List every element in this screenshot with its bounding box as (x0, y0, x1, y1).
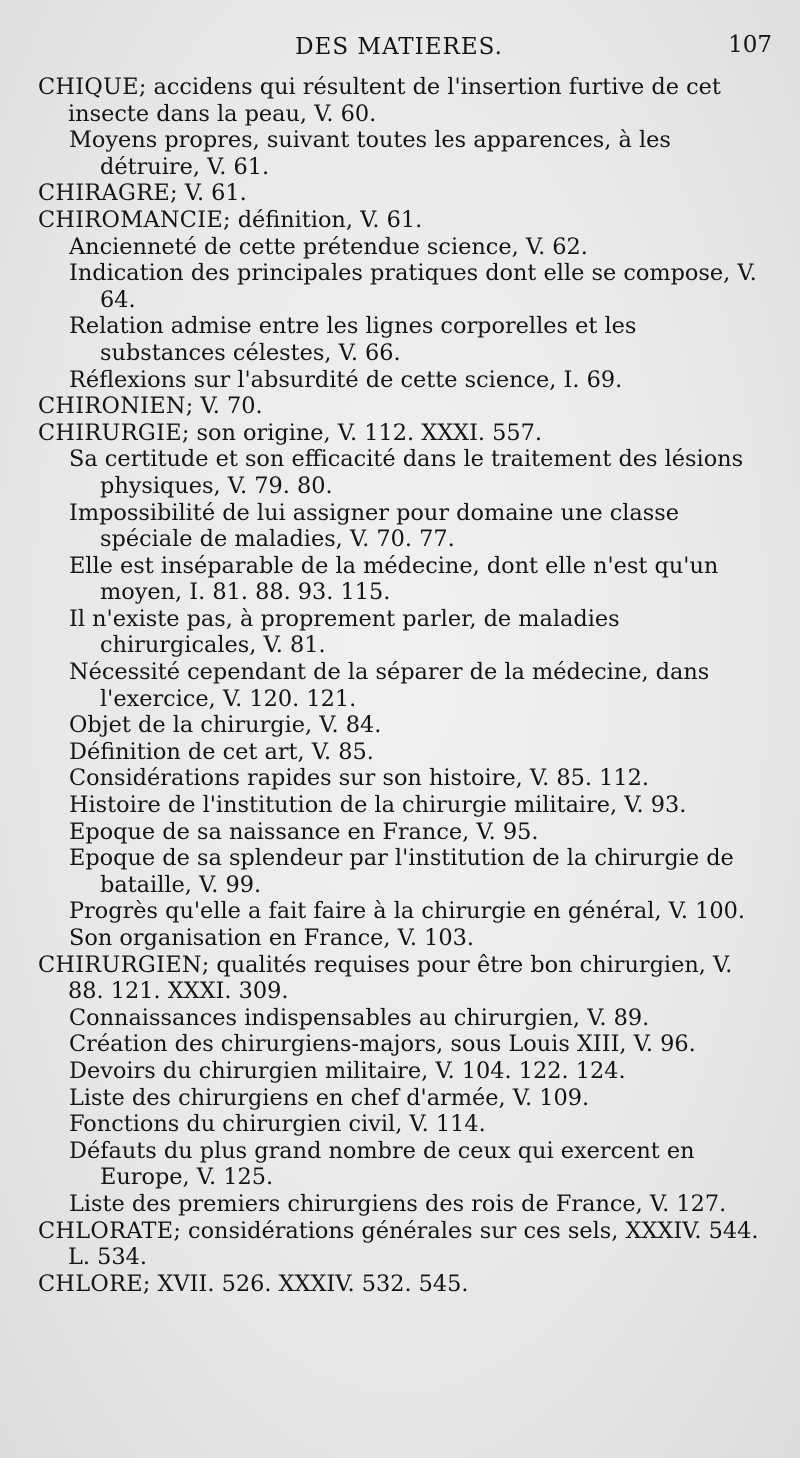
index-subentry: Progrès qu'elle a fait faire à la chirurgie en général, V. 100. (69, 898, 745, 925)
index-subentry: Epoque de sa naissance en France, V. 95. (69, 818, 539, 845)
index-entry (38, 207, 760, 234)
index-subentry: Nécessité cependant de la séparer de la médecine, dans l'exercice, V. 120. 121. (69, 659, 710, 712)
index-subentry: Réflexions sur l'absurdité de cette science, I. 69. (69, 366, 623, 393)
index-subentry: Il n'existe pas, à proprement parler, de maladies chirurgicales, V. 81. (69, 605, 620, 659)
index-subentry: Indication des principales pratiques dont elle se compose, V. 64. (69, 260, 757, 313)
entry-heading: CHIRONIEN (38, 393, 186, 420)
index-entries (38, 74, 760, 1297)
index-entry (38, 74, 760, 127)
entry-heading: CHLORE (38, 1270, 143, 1297)
index-subentry: Impossibilité de lui assigner pour domaine une classe spéciale de maladies, V. 70. 77. (69, 499, 679, 553)
index-subentry: Histoire de l'institution de la chirurgie militaire, V. 93. (69, 792, 687, 819)
entry-text: ; V. 70. (185, 393, 263, 420)
entry-text: ; considérations générales sur ces sels, XXXIV. 544. L. 534. (68, 1217, 759, 1271)
entry-text: ; son origine, V. 112. XXXI. 557. (181, 419, 543, 446)
index-entry (38, 1218, 760, 1271)
index-subentry: Liste des chirurgiens en chef d'armée, V. 109. (69, 1084, 590, 1111)
index-subentry: Epoque de sa splendeur par l'institution de la chirurgie de bataille, V. 99. (69, 845, 734, 898)
running-title: DES MATIERES. (295, 34, 503, 60)
index-subentry: Connaissances indispensables au chirurgien, V. 89. (69, 1004, 650, 1031)
index-subentry: Devoirs du chirurgien militaire, V. 104. 122. 124. (69, 1057, 626, 1084)
index-subentry: Objet de la chirurgie, V. 84. (69, 712, 382, 739)
index-subentry: Fonctions du chirurgien civil, V. 114. (69, 1111, 486, 1138)
running-head (38, 28, 772, 74)
entry-heading: CHIRURGIEN (38, 951, 202, 978)
index-subentry: Liste des premiers chirurgiens des rois de France, V. 127. (69, 1190, 727, 1217)
index-subentry: Défauts du plus grand nombre de ceux qui exercent en Europe, V. 125. (69, 1137, 695, 1191)
entry-text: ; accidens qui résultent de l'insertion furtive de cet insecte dans la peau, V. 60. (68, 74, 721, 127)
index-subentry: Elle est inséparable de la médecine, dont elle n'est qu'un moyen, I. 81. 88. 93. 115. (69, 552, 719, 606)
index-subentry: Moyens propres, suivant toutes les apparences, à les détruire, V. 61. (69, 127, 671, 180)
index-subentry: Considérations rapides sur son histoire, V. 85. 112. (69, 765, 649, 792)
entry-heading: CHIROMANCIE (38, 206, 224, 233)
entry-text: ; XVII. 526. XXXIV. 532. 545. (142, 1270, 469, 1297)
entry-text: ; V. 61. (170, 180, 247, 207)
index-entry (38, 1271, 760, 1298)
index-subentry: Son organisation en France, V. 103. (69, 925, 474, 951)
page-number: 107 (728, 32, 772, 58)
index-entry (38, 393, 760, 420)
index-subentry: Ancienneté de cette prétendue science, V. 62. (69, 233, 588, 260)
entry-heading: CHIQUE (38, 74, 139, 100)
entry-heading: CHLORATE (38, 1217, 174, 1244)
entry-heading: CHIRURGIE (38, 419, 182, 446)
index-entry (38, 952, 760, 1005)
index-entry (38, 420, 760, 447)
entry-text: ; qualités requises pour être bon chirurgien, V. 88. 121. XXXI. 309. (68, 951, 733, 1005)
index-subentry: Sa certitude et son efficacité dans le traitement des lésions physiques, V. 79. 80. (69, 446, 744, 499)
entry-heading: CHIRAGRE (38, 180, 171, 207)
index-entry (38, 180, 760, 207)
index-subentry: Création des chirurgiens-majors, sous Louis XIII, V. 96. (69, 1031, 696, 1058)
index-subentry: Définition de cet art, V. 85. (69, 738, 374, 765)
index-subentry: Relation admise entre les lignes corporelles et les substances célestes, V. 66. (69, 313, 637, 366)
entry-text: ; définition, V. 61. (223, 206, 423, 233)
